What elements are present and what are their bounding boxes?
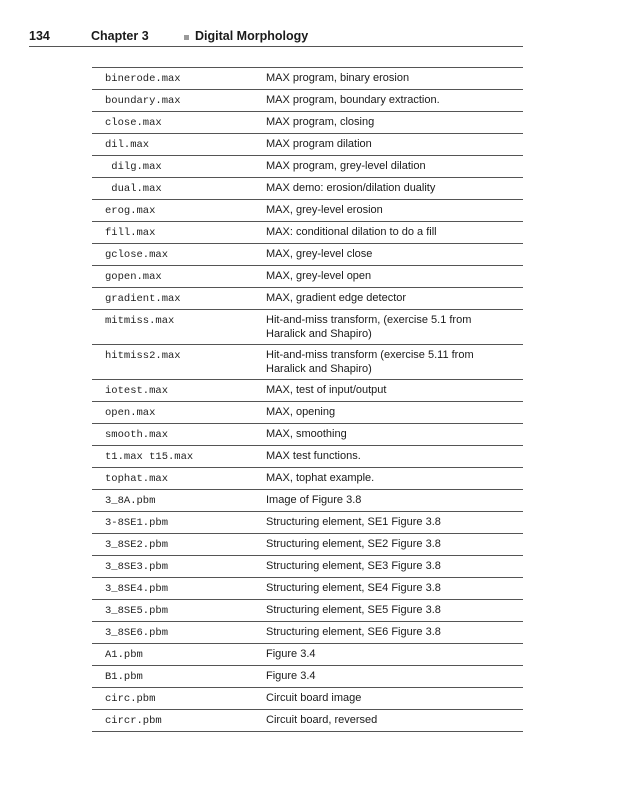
table-row bbox=[92, 512, 523, 534]
description-cell: Circuit board, reversed bbox=[266, 714, 378, 726]
table-row bbox=[92, 666, 523, 688]
file-name-cell: t1.max t15.max bbox=[105, 451, 194, 463]
table-row bbox=[92, 578, 523, 600]
file-name-cell: dilg.max bbox=[105, 161, 162, 173]
file-name-cell: dil.max bbox=[105, 139, 150, 151]
table-row bbox=[92, 490, 523, 512]
file-name-cell: gradient.max bbox=[105, 293, 181, 305]
chapter-title: Digital Morphology bbox=[195, 29, 309, 43]
file-name-cell: smooth.max bbox=[105, 429, 169, 441]
description-cell: Figure 3.4 bbox=[266, 648, 316, 660]
table-row bbox=[92, 178, 523, 200]
description-cell: MAX, tophat example. bbox=[266, 472, 375, 484]
table-row bbox=[92, 222, 523, 244]
description-cell: MAX, grey-level erosion bbox=[266, 204, 383, 216]
file-table bbox=[92, 67, 523, 732]
table-row bbox=[92, 345, 523, 380]
file-name-cell: circ.pbm bbox=[105, 693, 156, 705]
file-name-cell: gclose.max bbox=[105, 249, 169, 261]
file-name-cell: gopen.max bbox=[105, 271, 162, 283]
description-cell: Structuring element, SE3 Figure 3.8 bbox=[266, 560, 441, 572]
description-cell: Structuring element, SE1 Figure 3.8 bbox=[266, 516, 441, 528]
file-name-cell: fill.max bbox=[105, 227, 156, 239]
table-row bbox=[92, 402, 523, 424]
file-name-cell: dual.max bbox=[105, 183, 162, 195]
table-row bbox=[92, 90, 523, 112]
page-header bbox=[29, 29, 523, 47]
table-row bbox=[92, 556, 523, 578]
description-cell: MAX, smoothing bbox=[266, 428, 347, 440]
header-separator-square bbox=[184, 35, 189, 40]
file-name-cell: A1.pbm bbox=[105, 649, 143, 661]
file-name-cell: 3_8SE4.pbm bbox=[105, 583, 169, 595]
file-name-cell: 3_8SE3.pbm bbox=[105, 561, 169, 573]
table-row bbox=[92, 134, 523, 156]
file-name-cell: open.max bbox=[105, 407, 156, 419]
table-row bbox=[92, 288, 523, 310]
description-cell: MAX program dilation bbox=[266, 138, 372, 150]
file-name-cell: 3-8SE1.pbm bbox=[105, 517, 169, 529]
file-name-cell: binerode.max bbox=[105, 73, 181, 85]
description-cell: Circuit board image bbox=[266, 692, 362, 704]
table-row bbox=[92, 200, 523, 222]
description-cell: Hit-and-miss transform (exercise 5.11 from Haralick and Shapiro) bbox=[266, 349, 474, 375]
table-row bbox=[92, 112, 523, 134]
description-cell: MAX, gradient edge detector bbox=[266, 292, 407, 304]
file-name-cell: erog.max bbox=[105, 205, 156, 217]
table-row bbox=[92, 68, 523, 90]
table-row bbox=[92, 600, 523, 622]
table-row bbox=[92, 310, 523, 345]
file-name-cell: iotest.max bbox=[105, 385, 169, 397]
table-row bbox=[92, 710, 523, 732]
description-cell: MAX demo: erosion/dilation duality bbox=[266, 182, 436, 194]
chapter-label: Chapter 3 bbox=[91, 29, 149, 43]
file-name-cell: close.max bbox=[105, 117, 162, 129]
table-row bbox=[92, 266, 523, 288]
file-name-cell: 3_8SE6.pbm bbox=[105, 627, 169, 639]
file-name-cell: 3_8A.pbm bbox=[105, 495, 156, 507]
file-name-cell: 3_8SE2.pbm bbox=[105, 539, 169, 551]
file-name-cell: mitmiss.max bbox=[105, 315, 175, 327]
file-name-cell: boundary.max bbox=[105, 95, 181, 107]
description-cell: Structuring element, SE2 Figure 3.8 bbox=[266, 538, 441, 550]
description-cell: Hit-and-miss transform, (exercise 5.1 from Haralick and Shapiro) bbox=[266, 314, 472, 340]
table-row bbox=[92, 688, 523, 710]
description-cell: Structuring element, SE5 Figure 3.8 bbox=[266, 604, 441, 616]
description-cell: MAX, grey-level open bbox=[266, 270, 372, 282]
description-cell: MAX program, boundary extraction. bbox=[266, 94, 440, 106]
table-row bbox=[92, 468, 523, 490]
file-name-cell: hitmiss2.max bbox=[105, 350, 181, 362]
table-row bbox=[92, 244, 523, 266]
description-cell: MAX program, grey-level dilation bbox=[266, 160, 426, 172]
file-name-cell: circr.pbm bbox=[105, 715, 162, 727]
description-cell: MAX, grey-level close bbox=[266, 248, 373, 260]
table-row bbox=[92, 380, 523, 402]
table-row bbox=[92, 644, 523, 666]
description-cell: Image of Figure 3.8 bbox=[266, 494, 362, 506]
file-name-cell: tophat.max bbox=[105, 473, 169, 485]
description-cell: Structuring element, SE6 Figure 3.8 bbox=[266, 626, 441, 638]
page-number: 134 bbox=[29, 29, 50, 43]
table-row bbox=[92, 156, 523, 178]
table-row bbox=[92, 424, 523, 446]
table-row bbox=[92, 534, 523, 556]
description-cell: Structuring element, SE4 Figure 3.8 bbox=[266, 582, 441, 594]
description-cell: MAX program, closing bbox=[266, 116, 375, 128]
description-cell: Figure 3.4 bbox=[266, 670, 316, 682]
description-cell: MAX program, binary erosion bbox=[266, 72, 410, 84]
table-row bbox=[92, 622, 523, 644]
file-name-cell: B1.pbm bbox=[105, 671, 143, 683]
table-row bbox=[92, 446, 523, 468]
file-name-cell: 3_8SE5.pbm bbox=[105, 605, 169, 617]
description-cell: MAX: conditional dilation to do a fill bbox=[266, 226, 437, 238]
description-cell: MAX test functions. bbox=[266, 450, 361, 462]
description-cell: MAX, test of input/output bbox=[266, 384, 387, 396]
description-cell: MAX, opening bbox=[266, 406, 336, 418]
